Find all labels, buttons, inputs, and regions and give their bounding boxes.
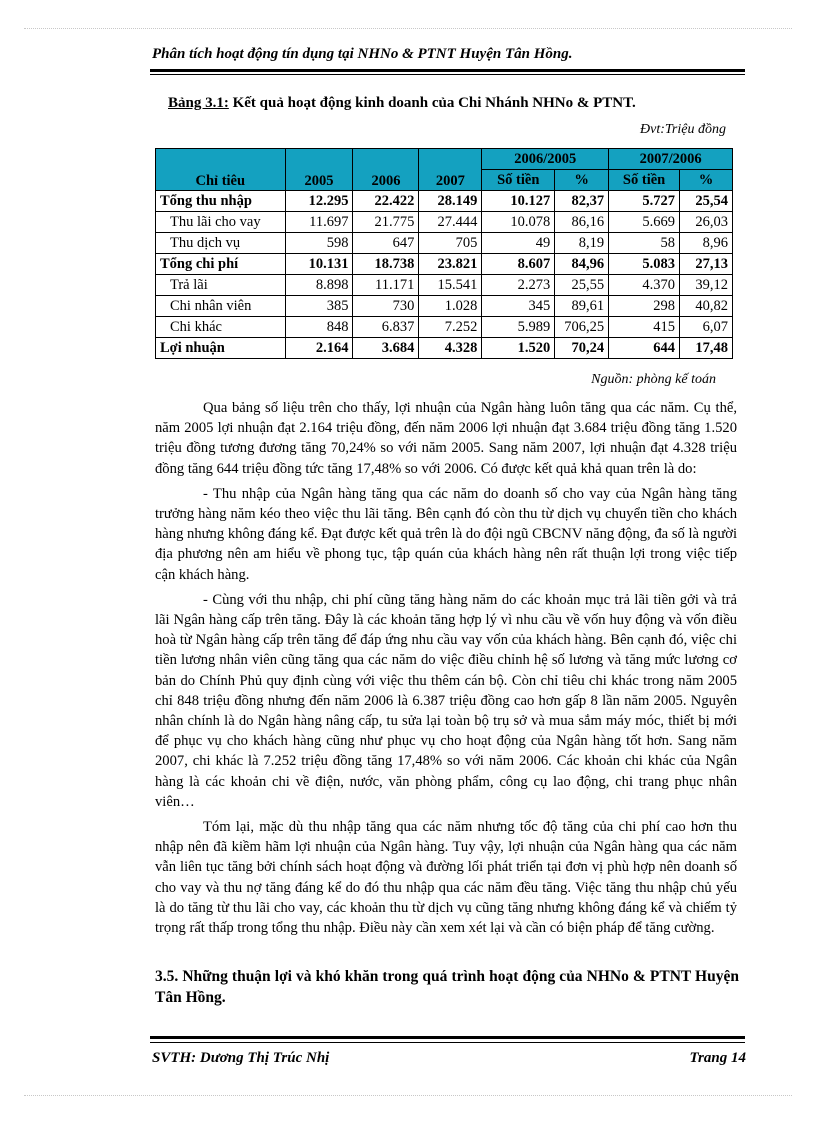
- row-value: 1.520: [482, 338, 555, 359]
- paragraph-conclusion: Tóm lại, mặc dù thu nhập tăng qua các năm nhưng tốc độ tăng của chi phí cao hơn thu nhập nên đã kiềm hãm lợi nhuận của Ngân hàng. Tuy vậy, lợi nhuận của Ngân hàng qua các năm vẫn liên tục tăng bởi chính sách hoạt động và đường lối phát triển tại đơn vị phù hợp nên doanh số cho vay và thu nợ tăng đáng kể do đó thu nhập qua các năm đều tăng. Việc tăng thu nhập chủ yếu là do tăng từ thu lãi cho vay, các khoản thu từ dịch vụ cũng tăng nhưng không đáng kể và chiếm tỷ trọng rất thấp trong tổng thu nhập. Điều này cần xem xét lại và cần có biện pháp để tăng cường.: [155, 819, 737, 937]
- row-label: Thu dịch vụ: [156, 233, 286, 254]
- row-value: 6,07: [680, 317, 733, 338]
- row-value: 10.131: [285, 254, 353, 275]
- row-value: 58: [609, 233, 680, 254]
- row-value: 27.444: [419, 212, 482, 233]
- top-dotted-border: [24, 28, 792, 29]
- header-amount-2: Số tiền: [609, 170, 680, 191]
- row-value: 5.083: [609, 254, 680, 275]
- row-value: 705: [419, 233, 482, 254]
- header-percent-2: %: [680, 170, 733, 191]
- row-value: 3.684: [353, 338, 419, 359]
- row-value: 647: [353, 233, 419, 254]
- row-value: 8,96: [680, 233, 733, 254]
- row-value: 7.252: [419, 317, 482, 338]
- row-value: 730: [353, 296, 419, 317]
- row-label: Chi nhân viên: [156, 296, 286, 317]
- row-value: 49: [482, 233, 555, 254]
- header-amount-1: Số tiền: [482, 170, 555, 191]
- header-group-2007-2006: 2007/2006: [609, 149, 733, 170]
- row-value: 2.273: [482, 275, 555, 296]
- row-value: 22.422: [353, 191, 419, 212]
- row-value: 25,55: [555, 275, 609, 296]
- footer-rule-thin: [150, 1042, 745, 1043]
- table-row: [156, 233, 733, 254]
- row-value: 15.541: [419, 275, 482, 296]
- row-value: 5.989: [482, 317, 555, 338]
- table-row: [156, 338, 733, 359]
- header-indicator: Chỉ tiêu: [156, 149, 286, 191]
- paragraph-summary: Qua bảng số liệu trên cho thấy, lợi nhuận của Ngân hàng luôn tăng qua các năm. Cụ thể, năm 2005 lợi nhuận đạt 2.164 triệu đồng, đến năm 2006 lợi nhuận đạt 3.684 triệu đồng tăng 1.520 triệu đồng tương đương tăng 70,24% so với năm 2005. Sang năm 2007, lợi nhuận đạt 4.328 triệu đồng tăng 644 triệu đồng tức tăng 17,48% so với 2006. Có được kết quả khả quan trên là do:: [155, 400, 737, 477]
- table-caption-label: Bảng 3.1:: [168, 95, 229, 111]
- row-value: 11.171: [353, 275, 419, 296]
- section-heading: 3.5. Những thuận lợi và khó khăn trong quá trình hoạt động của NHNo & PTNT Huyện Tân Hồng.: [155, 968, 739, 1006]
- table-body: [156, 191, 733, 359]
- unit-label: Đvt:Triệu đồng: [640, 122, 726, 137]
- footer-author: SVTH: Dương Thị Trúc Nhị: [152, 1050, 330, 1066]
- row-label: Tổng chi phí: [156, 254, 286, 275]
- row-value: 84,96: [555, 254, 609, 275]
- row-value: 345: [482, 296, 555, 317]
- row-value: 4.328: [419, 338, 482, 359]
- table-row: [156, 191, 733, 212]
- body-text: [155, 398, 737, 943]
- paragraph-income: - Thu nhập của Ngân hàng tăng qua các năm do doanh số cho vay của Ngân hàng tăng trưởng hàng năm kéo theo việc thu lãi tăng. Bên cạnh đó còn thu từ dịch vụ chuyển tiền cho khách hàng nhưng không đáng kể. Đạt được kết quả trên là do đội ngũ CBCNV năng động, đa số là người địa phương nên am hiểu về phong tục, tập quán của khách hàng nên rất thuận lợi trong việc tiếp cận khách hàng.: [155, 485, 737, 583]
- row-value: 28.149: [419, 191, 482, 212]
- row-label: Tổng thu nhập: [156, 191, 286, 212]
- row-value: 5.669: [609, 212, 680, 233]
- row-value: 848: [285, 317, 353, 338]
- row-value: 27,13: [680, 254, 733, 275]
- row-value: 8.898: [285, 275, 353, 296]
- row-value: 40,82: [680, 296, 733, 317]
- row-value: 89,61: [555, 296, 609, 317]
- header-rule-thick: [150, 69, 745, 72]
- table-row: [156, 254, 733, 275]
- row-value: 4.370: [609, 275, 680, 296]
- table-row: [156, 212, 733, 233]
- row-value: 415: [609, 317, 680, 338]
- table-row: [156, 317, 733, 338]
- row-value: 2.164: [285, 338, 353, 359]
- row-value: 70,24: [555, 338, 609, 359]
- row-value: 10.078: [482, 212, 555, 233]
- business-results-table: [155, 148, 733, 359]
- header-year-2005: 2005: [285, 149, 353, 191]
- table-row: [156, 275, 733, 296]
- row-value: 8.607: [482, 254, 555, 275]
- row-value: 18.738: [353, 254, 419, 275]
- row-value: 6.837: [353, 317, 419, 338]
- row-label: Lợi nhuận: [156, 338, 286, 359]
- header-rule-thin: [150, 74, 745, 75]
- header-year-2007: 2007: [419, 149, 482, 191]
- bottom-dotted-border: [24, 1095, 792, 1096]
- page-header-title: Phân tích hoạt động tín dụng tại NHNo & PTNT Huyện Tân Hồng.: [152, 46, 573, 62]
- table-row: [156, 296, 733, 317]
- row-value: 21.775: [353, 212, 419, 233]
- row-value: 82,37: [555, 191, 609, 212]
- row-value: 11.697: [285, 212, 353, 233]
- row-label: Trả lãi: [156, 275, 286, 296]
- row-value: 298: [609, 296, 680, 317]
- source-note: Nguồn: phòng kế toán: [591, 372, 716, 387]
- row-value: 385: [285, 296, 353, 317]
- header-percent-1: %: [555, 170, 609, 191]
- header-group-2006-2005: 2006/2005: [482, 149, 609, 170]
- row-value: 26,03: [680, 212, 733, 233]
- row-value: 706,25: [555, 317, 609, 338]
- row-value: 644: [609, 338, 680, 359]
- row-value: 12.295: [285, 191, 353, 212]
- table-caption: [168, 95, 738, 112]
- header-year-2006: 2006: [353, 149, 419, 191]
- footer-rule-thick: [150, 1036, 745, 1039]
- paragraph-expenses: - Cùng với thu nhập, chi phí cũng tăng hàng năm do các khoản mục trả lãi tiền gởi và trả lãi Ngân hàng cấp trên tăng. Đây là các khoản tăng hợp lý vì nhu cầu về vốn huy động và vốn điều hoà từ Ngân hàng cấp trên tăng để đáp ứng nhu cầu vay vốn của khách hàng. Bên cạnh đó, việc chi tiền lương nhân viên cũng tăng qua các năm do việc điều chỉnh hệ số lương và tăng mức lương cơ bản do Chính Phủ quy định cùng với việc thu thêm cán bộ. Còn chỉ tiêu chi khác trong năm 2005 chỉ 848 triệu đồng nhưng đến năm 2006 là 6.387 triệu đồng cao hơn gấp 8 lần năm 2005. Nguyên nhân chính là do Ngân hàng nâng cấp, tu sửa lại toàn bộ trụ sở và mua sắm máy móc, thiết bị mới để phục vụ cho khách hàng cũng như phục vụ cho hoạt động của Ngân hàng tốt hơn. Sang năm 2007, chi khác là 7.252 triệu đồng tăng 17,48% so với năm 2006. Các khoản chi khác của Ngân hàng là các khoản chi về điện, nước, văn phòng phẩm, công cụ lao động, chi trang phục nhân viên…: [155, 591, 737, 810]
- row-value: 10.127: [482, 191, 555, 212]
- row-value: 1.028: [419, 296, 482, 317]
- row-value: 25,54: [680, 191, 733, 212]
- row-label: Thu lãi cho vay: [156, 212, 286, 233]
- footer-page-number: Trang 14: [689, 1050, 746, 1066]
- row-value: 5.727: [609, 191, 680, 212]
- row-value: 17,48: [680, 338, 733, 359]
- row-value: 86,16: [555, 212, 609, 233]
- row-value: 39,12: [680, 275, 733, 296]
- row-value: 23.821: [419, 254, 482, 275]
- row-value: 598: [285, 233, 353, 254]
- table-caption-text: Kết quả hoạt động kinh doanh của Chi Nhánh NHNo & PTNT.: [228, 95, 636, 111]
- row-label: Chi khác: [156, 317, 286, 338]
- row-value: 8,19: [555, 233, 609, 254]
